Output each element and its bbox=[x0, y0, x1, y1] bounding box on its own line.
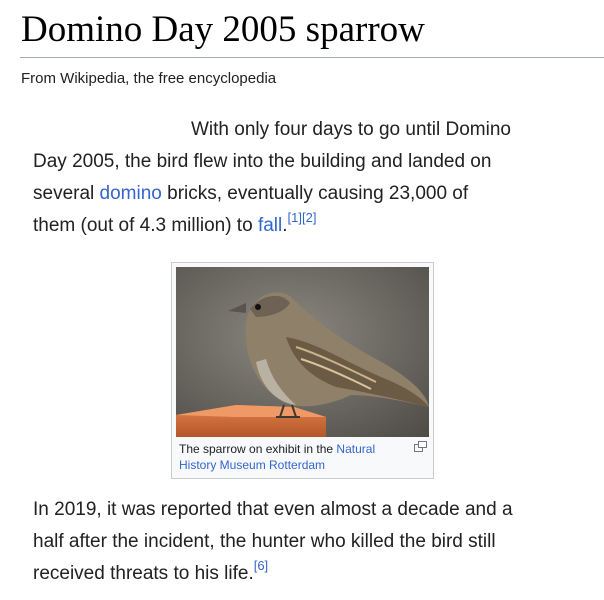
paragraph-text: received threats to his life. bbox=[33, 563, 254, 584]
paragraph-text: several bbox=[33, 183, 100, 204]
figure-thumbnail bbox=[171, 262, 434, 479]
paragraph-text: In 2019, it was reported that even almost a decade and a bbox=[33, 499, 513, 520]
reference-2[interactable]: [2] bbox=[301, 209, 317, 225]
paragraph-threats bbox=[33, 494, 513, 590]
reference-1[interactable]: [1] bbox=[287, 209, 302, 225]
reference-6[interactable]: [6] bbox=[253, 557, 269, 573]
figure-caption bbox=[179, 441, 399, 473]
paragraph-text: With only four days to go until Domino bbox=[191, 119, 511, 140]
paragraph-text: bricks, eventually causing 23,000 of bbox=[161, 183, 469, 204]
caption-text: The sparrow on exhibit in the bbox=[179, 442, 337, 456]
link-natural-history-museum[interactable]: Natural History Museum Rotterdam bbox=[179, 442, 376, 472]
enlarge-icon[interactable] bbox=[414, 441, 427, 452]
title-divider bbox=[20, 57, 604, 58]
paragraph-domino-day bbox=[33, 114, 511, 242]
page-title: Domino Day 2005 sparrow bbox=[21, 9, 425, 50]
link-fall[interactable]: fall bbox=[257, 215, 283, 236]
paragraph-text: Day 2005, the bird flew into the building and landed on bbox=[33, 151, 492, 172]
paragraph-text: . bbox=[282, 215, 288, 236]
paragraph-text: half after the incident, the hunter who killed the bird still bbox=[33, 531, 496, 552]
sparrow-photo[interactable] bbox=[176, 267, 429, 437]
paragraph-text: them (out of 4.3 million) to bbox=[33, 215, 258, 236]
site-tagline: From Wikipedia, the free encyclopedia bbox=[21, 70, 277, 87]
link-domino[interactable]: domino bbox=[99, 183, 162, 204]
